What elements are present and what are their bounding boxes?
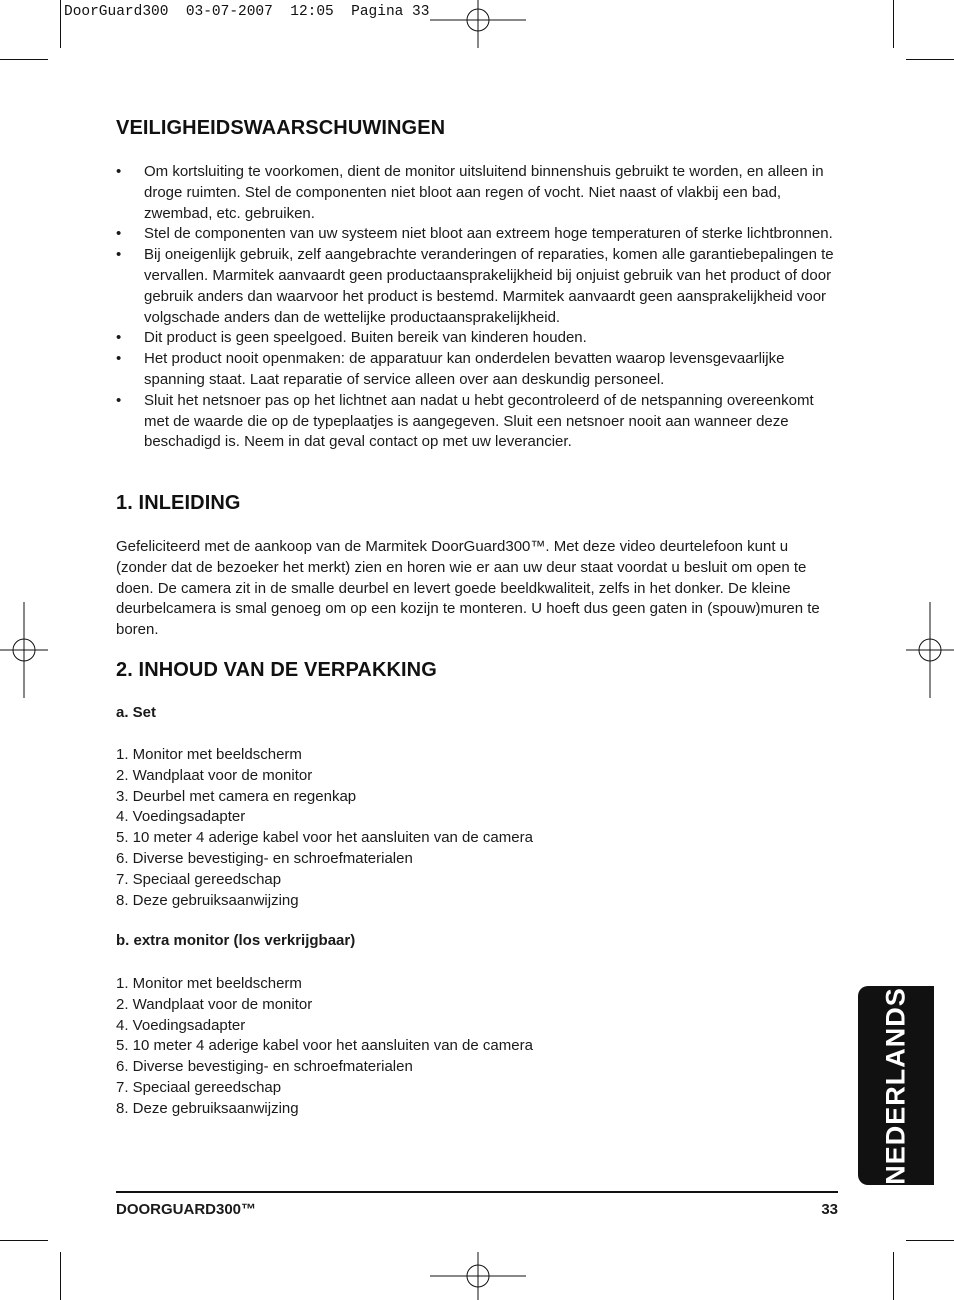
- registration-mark-top-icon: [430, 0, 526, 48]
- list-item: 5. 10 meter 4 aderige kabel voor het aansluiten van de camera: [116, 1037, 533, 1055]
- crop-mark: [893, 1252, 894, 1300]
- list-item: 1. Monitor met beeldscherm: [116, 975, 302, 992]
- list-item: 2. Wandplaat voor de monitor: [116, 995, 313, 1013]
- contents-heading: 2. INHOUD VAN DE VERPAKKING: [116, 659, 437, 681]
- list-item: 5. 10 meter 4 aderige kabel voor het aansluiten van de camera: [116, 829, 533, 847]
- safety-item: • Dit product is geen speelgoed. Buiten bereik van kinderen houden.: [116, 328, 838, 349]
- list-item: 7. Speciaal gereedschap: [116, 870, 282, 888]
- list-item: 6. Diverse bevestiging- en schroefmaterialen: [116, 849, 413, 867]
- safety-item: • Het product nooit openmaken: de apparatuur kan onderdelen bevatten waarop levensgevaarlijke spanning staat. Laat reparatie of service alleen over aan deskundig personeel.: [116, 349, 838, 391]
- page-number: 33: [821, 1201, 838, 1218]
- safety-item: • Stel de componenten van uw systeem niet bloot aan extreem hoge temperaturen of sterke lichtbronnen.: [116, 224, 838, 245]
- registration-mark-right-icon: [906, 602, 954, 698]
- intro-body: Gefeliciteerd met de aankoop van de Marmitek DoorGuard300™. Met deze video deurtelefoon kunt u (zonder dat de bezoeker het merkt) zien en horen wie er aan uw deur staat voordat u besluit om open te doen. De camera zit in de smalle deurbel en levert goede beeldkwaliteit, zelfs in het donker. De kleine deurbelcamera is smal genoeg om op een kozijn te monteren. U hoeft dus geen gaten in (spouw)muren te boren.: [116, 538, 820, 639]
- language-tab-label: NEDERLANDS: [880, 986, 911, 1185]
- crop-mark: [906, 1240, 954, 1241]
- footer-rule: [116, 1191, 838, 1193]
- crop-mark: [906, 59, 954, 60]
- crop-mark: [0, 59, 48, 60]
- footer-product-name: DOORGUARD300™: [116, 1201, 257, 1218]
- registration-mark-bottom-icon: [430, 1252, 526, 1300]
- contents-section: [116, 659, 838, 682]
- safety-section: [116, 117, 838, 140]
- crop-mark: [60, 0, 61, 48]
- safety-heading: VEILIGHEIDSWAARSCHUWINGEN: [116, 117, 446, 139]
- set-subheading: a. Set: [116, 704, 157, 721]
- intro-heading: 1. INLEIDING: [116, 492, 241, 514]
- list-item: 8. Deze gebruiksaanwijzing: [116, 1099, 299, 1117]
- language-tab: [858, 986, 934, 1185]
- safety-item: • Bij oneigenlijk gebruik, zelf aangebrachte veranderingen of reparaties, komen alle garantiebepalingen te vervallen. Marmitek aanvaardt geen productaansprakelijkheid bij onjuist gebruik van het product of door gebruik anders dan waarvoor het product is bestemd. Marmitek aanvaardt geen aansprakelijkheid voor volgschade anders dan de wettelijke productaansprakelijkheid.: [116, 245, 838, 328]
- set-list: [116, 745, 838, 911]
- print-slug: DoorGuard300 03-07-2007 12:05 Pagina 33: [64, 4, 430, 20]
- safety-item: • Om kortsluiting te voorkomen, dient de monitor uitsluitend binnenshuis gebruikt te worden, en alleen in droge ruimten. Stel de componenten niet bloot aan regen of vocht. Niet naast of vlakbij een bad, zwembad, etc. gebruiken.: [116, 162, 838, 224]
- registration-mark-left-icon: [0, 602, 48, 698]
- crop-mark: [0, 1240, 48, 1241]
- list-item: 1. Monitor met beeldscherm: [116, 746, 302, 763]
- safety-list-wrapper: [116, 162, 838, 453]
- list-item: 3. Deurbel met camera en regenkap: [116, 787, 357, 805]
- safety-list: [116, 162, 838, 453]
- intro-section: [116, 492, 838, 515]
- crop-mark: [893, 0, 894, 48]
- list-item: 8. Deze gebruiksaanwijzing: [116, 891, 299, 909]
- extra-subheading: b. extra monitor (los verkrijgbaar): [116, 932, 356, 949]
- list-item: 7. Speciaal gereedschap: [116, 1078, 282, 1096]
- extra-list: [116, 974, 838, 1120]
- list-item: 2. Wandplaat voor de monitor: [116, 766, 313, 784]
- list-item: 6. Diverse bevestiging- en schroefmaterialen: [116, 1058, 413, 1076]
- safety-item: • Sluit het netsnoer pas op het lichtnet aan nadat u hebt gecontroleerd of de netspanning overeenkomt met de waarde die op de typeplaatjes is aangegeven. Sluit een netsnoer nooit aan wanneer deze beschadigd is. Neem in dat geval contact op met uw leverancier.: [116, 391, 838, 453]
- list-item: 4. Voedingsadapter: [116, 808, 246, 826]
- list-item: 4. Voedingsadapter: [116, 1016, 246, 1034]
- crop-mark: [60, 1252, 61, 1300]
